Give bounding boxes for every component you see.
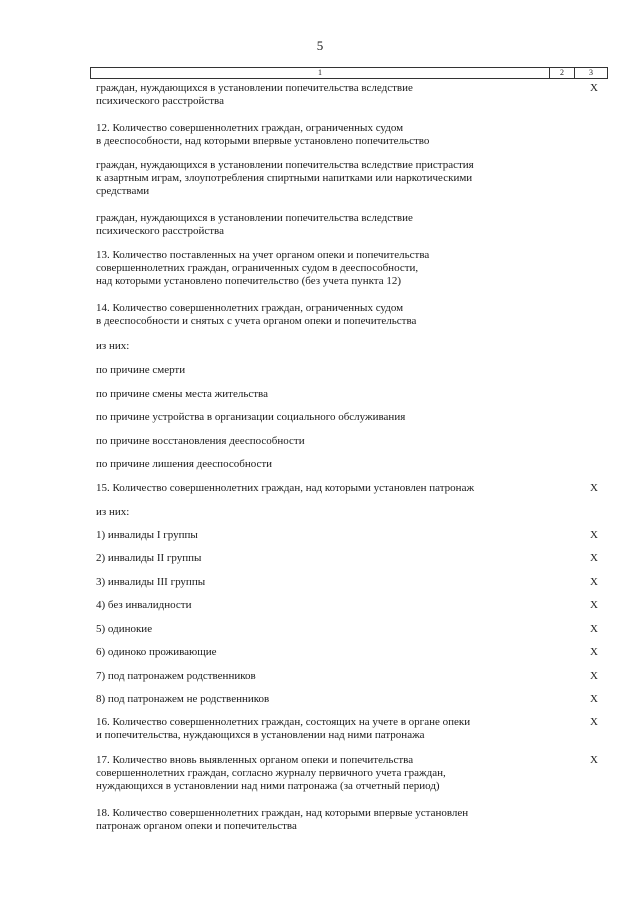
table-row xyxy=(96,159,606,198)
table-row xyxy=(96,506,606,519)
row-x-mark: X xyxy=(590,623,598,635)
column-header-2: 2 xyxy=(550,68,575,78)
row-label: 2) инвалиды II группы xyxy=(96,552,202,564)
row-label: из них: xyxy=(96,340,130,352)
table-row xyxy=(96,693,606,706)
row-label: 5) одинокие xyxy=(96,623,153,635)
row-label: 8) под патронажем не родственников xyxy=(96,693,270,705)
column-header-1: 1 xyxy=(91,68,550,78)
row-label: по причине смерти xyxy=(96,364,186,376)
table-row xyxy=(96,212,606,238)
row-label: 13. Количество поставленных на учет органом опеки и попечительства совершеннолетних граждан, ограниченных судом в дееспособности, над которыми установлено попечительство (без учета пункта 12) xyxy=(96,249,430,287)
row-label: 14. Количество совершеннолетних граждан, ограниченных судом в дееспособности и снятых с учета органом опеки и попечительства xyxy=(96,302,417,327)
table-row xyxy=(96,302,606,328)
row-label: 7) под патронажем родственников xyxy=(96,670,256,682)
table-row xyxy=(96,754,606,793)
table-row xyxy=(96,340,606,353)
row-x-mark: X xyxy=(590,716,598,728)
row-x-mark: X xyxy=(590,599,598,611)
row-label: 6) одиноко проживающие xyxy=(96,646,217,658)
row-label: из них: xyxy=(96,506,130,518)
row-label: 12. Количество совершеннолетних граждан, ограниченных судом в дееспособности, над которыми впервые установлено попечительство xyxy=(96,122,430,147)
row-x-mark: X xyxy=(590,646,598,658)
row-x-mark: X xyxy=(590,754,598,766)
row-label: 18. Количество совершеннолетних граждан, над которыми впервые установлен патронаж органом опеки и попечительства xyxy=(96,807,469,832)
row-x-mark: X xyxy=(590,670,598,682)
row-x-mark: X xyxy=(590,82,598,94)
table-row xyxy=(96,576,606,589)
row-label: 15. Количество совершеннолетних граждан, над которыми установлен патронаж xyxy=(96,482,475,494)
table-row xyxy=(96,529,606,542)
row-label: 1) инвалиды I группы xyxy=(96,529,198,541)
row-label: 4) без инвалидности xyxy=(96,599,192,611)
page-number: 5 xyxy=(316,38,324,53)
table-row xyxy=(96,670,606,683)
table-row xyxy=(96,411,606,424)
row-label: по причине восстановления дееспособности xyxy=(96,435,305,447)
table-row xyxy=(96,623,606,636)
row-x-mark: X xyxy=(590,693,598,705)
table-row xyxy=(96,122,606,148)
row-label: 3) инвалиды III группы xyxy=(96,576,206,588)
table-row xyxy=(96,482,606,495)
table-row xyxy=(96,435,606,448)
table-row xyxy=(96,364,606,377)
table-row xyxy=(96,249,606,288)
table-row xyxy=(96,716,606,742)
table-row xyxy=(96,807,606,833)
table-row xyxy=(96,458,606,471)
row-label: граждан, нуждающихся в установлении попечительства вследствие психического расстройства xyxy=(96,82,413,107)
row-label: 16. Количество совершеннолетних граждан, состоящих на учете в органе опеки и попечительства, нуждающихся в установлении над ними патронажа xyxy=(96,716,471,741)
row-label: граждан, нуждающихся в установлении попечительства вследствие психического расстройства xyxy=(96,212,413,237)
row-label: 17. Количество вновь выявленных органом опеки и попечительства совершеннолетних граждан, согласно журналу первичного учета граждан, нуждающихся в установлении над ними патронажа (за отчетный период) xyxy=(96,754,446,792)
table-row xyxy=(96,388,606,401)
row-x-mark: X xyxy=(590,552,598,564)
row-label: по причине устройства в организации социального обслуживания xyxy=(96,411,406,423)
row-x-mark: X xyxy=(590,482,598,494)
table-row xyxy=(96,82,606,108)
row-label: по причине лишения дееспособности xyxy=(96,458,273,470)
table-row xyxy=(96,599,606,612)
row-x-mark: X xyxy=(590,576,598,588)
table-row xyxy=(96,646,606,659)
row-x-mark: X xyxy=(590,529,598,541)
row-label: граждан, нуждающихся в установлении попечительства вследствие пристрастия к азартным играм, злоупотребления спиртными напитками или наркотическими средствами xyxy=(96,159,474,197)
table-row xyxy=(96,552,606,565)
row-label: по причине смены места жительства xyxy=(96,388,268,400)
column-header-3: 3 xyxy=(589,68,593,77)
